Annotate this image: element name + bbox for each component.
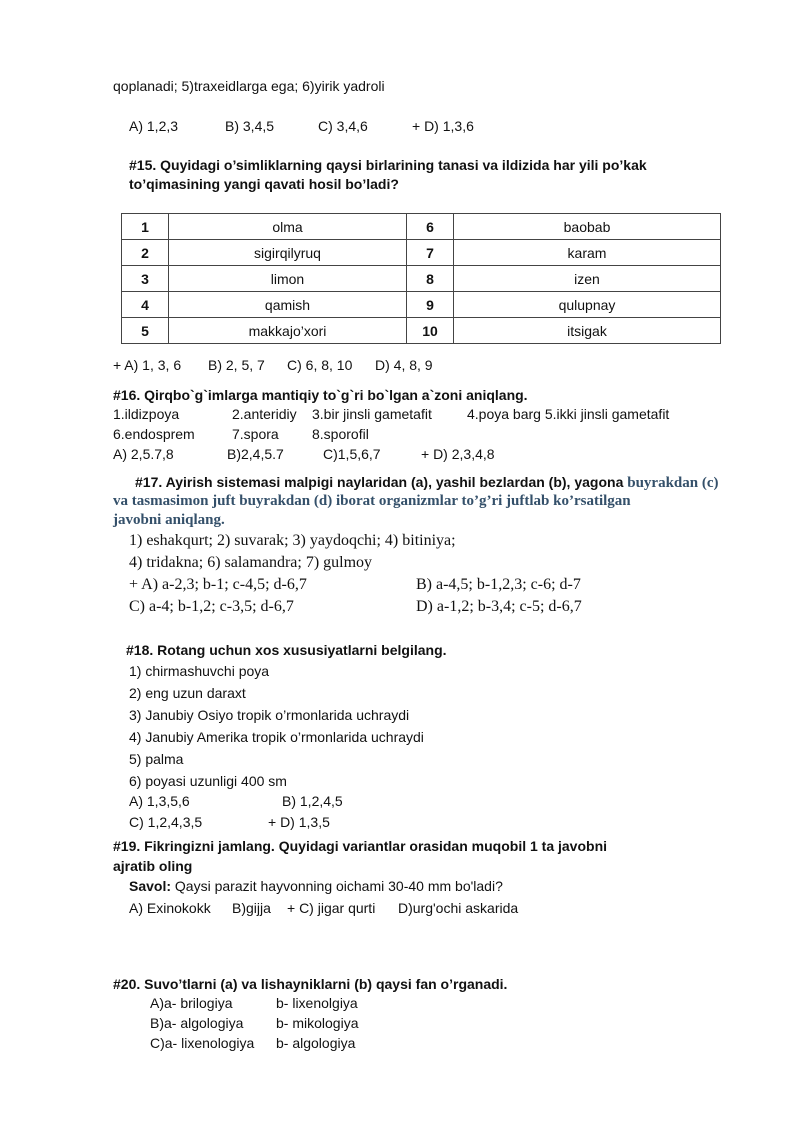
q18-option-c: C) 1,2,4,3,5 (129, 814, 203, 830)
table-cell-number: 5 (122, 318, 169, 344)
q17-option-b: B) a-4,5; b-1,2,3; c-6; d-7 (416, 576, 581, 593)
q20-option-b: B)a- algologiya (150, 1015, 244, 1031)
table-cell-plant: karam (454, 240, 721, 266)
table-cell-number: 7 (407, 240, 454, 266)
table-cell-number: 2 (122, 240, 169, 266)
table-cell-plant: olma (169, 214, 407, 240)
table-cell-number: 6 (407, 214, 454, 240)
q20-title: #20. Suvo’tlarni (a) va lishayniklarni (b) qaysi fan o’rganadi. (113, 976, 508, 992)
q19-option-a: A) Exinokokk (129, 900, 211, 916)
q17-title-part: #17. Ayirish sistemasi malpigi naylaridan (a), yashil bezlardan (b), yagona (135, 474, 628, 490)
table-cell-plant: baobab (454, 214, 721, 240)
table-cell-number: 4 (122, 292, 169, 318)
q17-option-d: D) a-1,2; b-3,4; c-5; d-6,7 (416, 598, 582, 615)
q16-option-b: B)2,4,5.7 (227, 446, 284, 462)
q18-title: #18. Rotang uchun xos xususiyatlarni belgilang. (126, 642, 447, 658)
q16-item: 4.poya barg 5.ikki jinsli gametafit (467, 406, 670, 422)
table-cell-plant: itsigak (454, 318, 721, 344)
q14-option-c: C) 3,4,6 (318, 118, 368, 134)
q19-question-label: Savol: (129, 878, 172, 894)
table-cell-plant: qulupnay (454, 292, 721, 318)
q18-option-b: B) 1,2,4,5 (282, 793, 343, 809)
q19-question (129, 878, 503, 894)
q17-option-a: + A) a-2,3; b-1; c-4,5; d-6,7 (129, 576, 307, 593)
q18-item: 3) Janubiy Osiyo tropik o’rmonlarida uchraydi (129, 707, 410, 723)
table-row (122, 240, 721, 266)
q16-item: 1.ildizpoya (113, 406, 180, 422)
q16-option-c: C)1,5,6,7 (323, 446, 381, 462)
q19-question-text: Qaysi parazit hayvonning oichami 30-40 mm bo'ladi? (171, 878, 503, 894)
q15-option-d: D) 4, 8, 9 (375, 357, 433, 373)
q18-option-a: A) 1,3,5,6 (129, 793, 190, 809)
q18-item: 2) eng uzun daraxt (129, 685, 246, 701)
q17-title-line-3: javobni aniqlang. (113, 512, 225, 528)
q20-option-a: A)a- brilogiya (150, 995, 233, 1011)
q20-option-c-b: b- algologiya (276, 1035, 356, 1051)
table-row (122, 214, 721, 240)
q16-option-d: + D) 2,3,4,8 (421, 446, 495, 462)
table-cell-number: 9 (407, 292, 454, 318)
q19-title-line-1: #19. Fikringizni jamlang. Quyidagi variantlar orasidan muqobil 1 ta javobni (113, 838, 608, 854)
table-cell-plant: sigirqilyruq (169, 240, 407, 266)
q18-item: 5) palma (129, 751, 184, 767)
q17-title-part: buyrakdan (c) (627, 475, 719, 491)
q16-title: #16. Qirqbo`g`imlarga mantiqiy to`g`ri bo`lgan a`zoni aniqlang. (113, 387, 528, 403)
q15-table (121, 213, 721, 344)
top-line: qoplanadi; 5)traxeidlarga ega; 6)yirik yadroli (113, 78, 385, 94)
q14-option-b: B) 3,4,5 (225, 118, 275, 134)
q14-option-d: + D) 1,3,6 (412, 118, 474, 134)
table-cell-number: 8 (407, 266, 454, 292)
table-row (122, 318, 721, 344)
q18-option-d: + D) 1,3,5 (268, 814, 330, 830)
q20-option-a-b: b- lixenolgiya (276, 995, 358, 1011)
table-cell-number: 1 (122, 214, 169, 240)
table-cell-number: 3 (122, 266, 169, 292)
table-cell-number: 10 (407, 318, 454, 344)
table-row (122, 266, 721, 292)
q16-item: 7.spora (232, 426, 279, 442)
q17-organisms-line-1: 1) eshakqurt; 2) suvarak; 3) yaydoqchi; 4) bitiniya; (129, 532, 456, 549)
table-cell-plant: makkajo’xori (169, 318, 407, 344)
q15-title-line-2: to’qimasining yangi qavati hosil bo’ladi? (129, 176, 399, 192)
q17-organisms-line-2: 4) tridakna; 6) salamandra; 7) gulmoy (129, 554, 373, 571)
q18-item: 1) chirmashuvchi poya (129, 663, 270, 679)
table-row (122, 292, 721, 318)
q15-option-b: B) 2, 5, 7 (208, 357, 265, 373)
q19-option-d: D)urg'ochi askarida (398, 900, 519, 916)
q16-item: 6.endosprem (113, 426, 195, 442)
q15-option-c: C) 6, 8, 10 (287, 357, 353, 373)
table-cell-plant: limon (169, 266, 407, 292)
q16-option-a: A) 2,5.7,8 (113, 446, 174, 462)
q20-option-b-b: b- mikologiya (276, 1015, 359, 1031)
q16-item: 3.bir jinsli gametafit (312, 406, 432, 422)
q16-item: 2.anteridiy (232, 406, 297, 422)
q19-title-line-2: ajratib oling (113, 858, 193, 874)
q17-option-c: C) a-4; b-1,2; c-3,5; d-6,7 (129, 598, 294, 615)
q15-title-line-1: #15. Quyidagi o’simliklarning qaysi birlarining tanasi va ildizida har yili po’kak (129, 157, 647, 173)
q17-title-line-1 (135, 474, 719, 492)
q18-item: 4) Janubiy Amerika tropik o’rmonlarida uchraydi (129, 729, 424, 745)
q17-title-line-2: va tasmasimon juft buyrakdan (d) iborat organizmlar to’g’ri juftlab ko’rsatilgan (113, 493, 631, 509)
table-cell-plant: qamish (169, 292, 407, 318)
table-cell-plant: izen (454, 266, 721, 292)
q14-option-a: A) 1,2,3 (129, 118, 179, 134)
q19-option-b: B)gijja (232, 900, 271, 916)
q20-option-c: C)a- lixenologiya (150, 1035, 255, 1051)
q15-option-a: + A) 1, 3, 6 (113, 357, 182, 373)
q19-option-c: + C) jigar qurti (287, 900, 376, 916)
q18-item: 6) poyasi uzunligi 400 sm (129, 773, 287, 789)
q16-item: 8.sporofil (312, 426, 369, 442)
